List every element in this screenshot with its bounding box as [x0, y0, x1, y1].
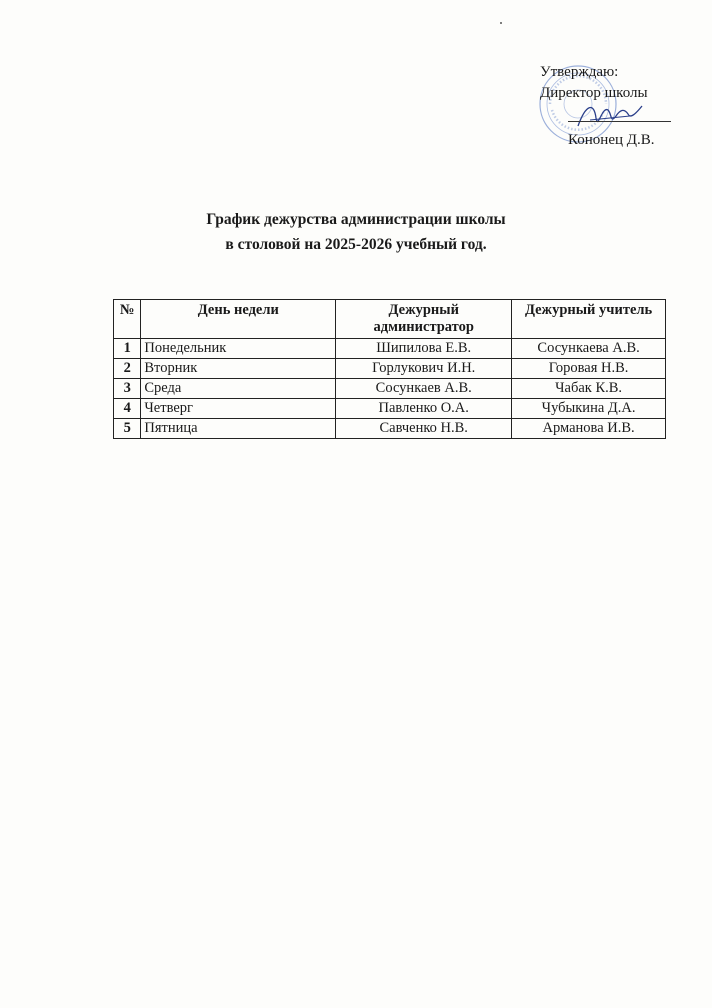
table-row: [114, 399, 666, 419]
row-num: 5: [114, 419, 141, 439]
signature-line: [568, 121, 671, 122]
table-row: [114, 419, 666, 439]
approver-name: Кононец Д.В.: [568, 132, 655, 148]
header-num: №: [114, 300, 141, 339]
header-admin: Дежурный администратор: [336, 300, 512, 339]
row-num: 4: [114, 399, 141, 419]
row-day: Четверг: [141, 399, 336, 419]
row-teacher: Арманова И.В.: [512, 419, 666, 439]
table-row: [114, 379, 666, 399]
row-admin: Павленко О.А.: [336, 399, 512, 419]
row-day: Среда: [141, 379, 336, 399]
row-admin: Савченко Н.В.: [336, 419, 512, 439]
row-admin: Горлукович И.Н.: [336, 359, 512, 379]
approval-label: Утверждаю:: [540, 64, 619, 80]
row-teacher: Чабак К.В.: [512, 379, 666, 399]
row-num: 1: [114, 339, 141, 359]
header-teacher: Дежурный учитель: [512, 300, 666, 339]
signature-icon: [572, 96, 652, 136]
row-admin: Шипилова Е.В.: [336, 339, 512, 359]
row-teacher: Горовая Н.В.: [512, 359, 666, 379]
scan-speck: [500, 22, 502, 24]
row-num: 3: [114, 379, 141, 399]
table-row: [114, 359, 666, 379]
approver-position: Директор школы: [540, 85, 648, 101]
row-teacher: Сосункаева А.В.: [512, 339, 666, 359]
document-subtitle: в столовой на 2025-2026 учебный год.: [225, 236, 487, 253]
row-admin: Сосункаев А.В.: [336, 379, 512, 399]
table-row: [114, 339, 666, 359]
table-header-row: [114, 300, 666, 339]
row-day: Понедельник: [141, 339, 336, 359]
row-day: Вторник: [141, 359, 336, 379]
document-title: График дежурства администрации школы: [206, 211, 506, 228]
duty-schedule-table: [113, 299, 666, 439]
row-day: Пятница: [141, 419, 336, 439]
row-num: 2: [114, 359, 141, 379]
header-day: День недели: [141, 300, 336, 339]
row-teacher: Чубыкина Д.А.: [512, 399, 666, 419]
approval-block: [520, 58, 690, 153]
